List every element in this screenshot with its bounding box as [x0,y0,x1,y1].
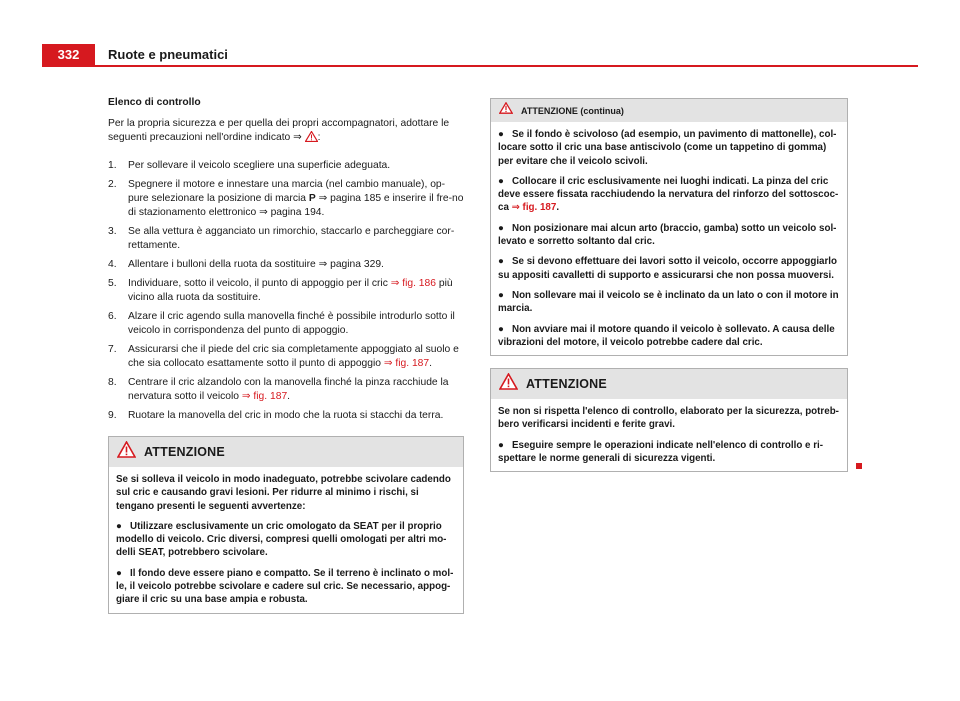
warning-box [490,368,848,472]
page-header [42,44,918,66]
list-item [108,310,464,338]
bullet-text: Il fondo deve essere piano e compatto. Se il terreno è inclinato o mol-le, il veicolo potrebbe scivolare e cadere sul cric. Se necessario, appog-giare il cric su una base ampia e robusta. [116,567,454,606]
figure-link[interactable]: ⇒ fig. 187 [383,358,430,369]
step-text: Se alla vettura è agganciato un rimorchio, staccarlo e parcheggiare cor-rettamente. [128,226,455,251]
list-item [108,343,464,371]
warning-body [491,122,847,355]
warning-bullet [498,222,840,249]
warning-icon [305,131,318,147]
bullet-icon: ● [498,222,504,234]
bullet-icon: ● [498,289,504,301]
warning-intro: Se non si rispetta l'elenco di controllo, elaborato per la sicurezza, potreb-bero verificarsi incidenti e ferite gravi. [498,406,839,431]
intro-text: Per la propria sicurezza e per quella dei propri accompagnatori, adottare le seguenti precauzioni nell'ordine indicato ⇒ [108,118,450,143]
step-text: Spegnere il motore e innestare una marcia (nel cambio manuale), op-pure selezionare la posizione di marcia [128,179,446,204]
warning-title: ATTENZIONE [144,445,225,459]
figure-link[interactable]: ⇒ fig. 187 [241,391,288,402]
step-number: 1. [108,160,117,171]
warning-icon [117,441,136,463]
list-item [108,409,464,423]
warning-bullet [498,439,840,466]
warning-title: ATTENZIONE (continua) [521,105,624,116]
warning-bullet [498,175,840,215]
step-text: Assicurarsi che il piede del cric sia completamente appoggiato al suolo e che sia collocato esattamente sotto il punto di appoggio [128,344,459,369]
bullet-text: Non posizionare mai alcun arto (braccio, gamba) sotto un veicolo sol-levato e sorretto soltanto dal cric. [498,222,837,248]
step-text: più vicino alla ruota da sostituire. [128,278,453,303]
warning-bullet [498,323,840,350]
section-title: Elenco di controllo [108,97,201,108]
warning-header [491,369,847,399]
right-column [490,98,848,472]
page-number: 332 [42,44,95,66]
bullet-text: Se il fondo è scivoloso (ad esempio, un pavimento di mattonelle), col-locare sotto il cric una base antiscivolo (come un tappetino di gomma) per evitare che il veicolo scivoli. [498,129,837,167]
bullet-icon: ● [498,323,504,335]
step-number: 7. [108,344,117,355]
bullet-icon: ● [498,175,504,187]
intro-paragraph [108,117,464,147]
step-number: 9. [108,410,117,421]
bullet-text: Se si devono effettuare dei lavori sotto il veicolo, occorre appoggiarlo su appositi cavalletti di supporto e assicurarsi che non possa muoversi. [498,256,838,281]
list-item [108,178,464,220]
list-item [108,225,464,253]
warning-bullet [116,567,456,607]
step-number: 6. [108,311,117,322]
warning-bullet [116,520,456,560]
gear-position: P [308,193,316,204]
warning-header [109,437,463,467]
warning-box [108,436,464,614]
step-text: Alzare il cric agendo sulla manovella finché è possibile introdurlo sotto il veicolo in corrispondenza del punto di appoggio. [128,311,455,336]
step-text: Allentare i bulloni della ruota da sostituire ⇒ pagina 329. [128,259,384,270]
warning-body [109,467,463,613]
step-text: Centrare il cric alzandolo con la manovella finché la pinza racchiude la nervatura sotto il veicolo [128,377,449,402]
figure-link[interactable]: ⇒ fig. 187 [511,202,557,214]
bullet-text: . [556,202,560,214]
step-number: 3. [108,226,117,237]
warning-body [491,399,847,471]
step-text: ⇒ pagina 185 e inserire il fre-no di stazionamento elettronico ⇒ pagina 194. [128,193,464,218]
list-item [108,277,464,305]
step-number: 5. [108,278,117,289]
bullet-icon: ● [116,520,122,532]
warning-title: ATTENZIONE [526,377,607,392]
warning-bullet [498,289,840,316]
left-column [108,96,464,614]
step-text: Ruotare la manovella del cric in modo che la ruota si stacchi da terra. [128,410,444,421]
bullet-text: Non avviare mai il motore quando il veicolo è sollevato. A causa delle vibrazioni del motore, il veicolo potrebbe cadere dal cric. [498,323,835,348]
bullet-icon: ● [498,439,504,451]
header-rule [42,65,918,67]
bullet-text: Eseguire sempre le operazioni indicate nell'elenco di controllo e ri-spettare le norme generali di sicurezza vigenti. [498,439,824,465]
bullet-text: Non sollevare mai il veicolo se è inclinato da un lato o con il motore in marcia. [498,289,839,315]
checklist [108,159,464,423]
step-text: . [287,391,291,402]
list-item [108,258,464,272]
list-item [108,159,464,173]
warning-bullet [498,255,840,282]
section-end-marker [856,463,862,469]
warning-bullet [498,128,840,168]
step-text: . [429,358,433,369]
step-number: 8. [108,377,117,388]
warning-icon [499,102,513,119]
warning-box-continued [490,98,848,356]
bullet-text: Collocare il cric esclusivamente nei luoghi indicati. La pinza del cric deve essere fissata racchiudendo la nervatura del rinforzo del sottoscoc-ca [498,175,839,214]
list-item [108,376,464,404]
step-text: Per sollevare il veicolo scegliere una superficie adeguata. [128,160,391,171]
warning-header [491,99,847,122]
chapter-title: Ruote e pneumatici [108,47,228,62]
bullet-text: Utilizzare esclusivamente un cric omologato da SEAT per il proprio modello di veicolo. Cric diversi, compresi quelli omologati per altri mo-delli SEAT, potrebbero scivolare. [116,520,447,559]
warning-icon [499,373,518,395]
bullet-icon: ● [116,567,122,579]
bullet-icon: ● [498,256,504,268]
intro-text-end: : [317,132,321,143]
step-number: 4. [108,259,117,270]
bullet-icon: ● [498,129,504,140]
step-number: 2. [108,179,117,190]
step-text: Individuare, sotto il veicolo, il punto di appoggio per il cric [128,278,391,289]
figure-link[interactable]: ⇒ fig. 186 [390,278,436,289]
warning-intro: Se si solleva il veicolo in modo inadeguato, potrebbe scivolare cadendo sul cric e causando gravi lesioni. Per ridurre al minimo i rischi, si tengano presenti le seguenti avvertenze: [116,474,451,512]
